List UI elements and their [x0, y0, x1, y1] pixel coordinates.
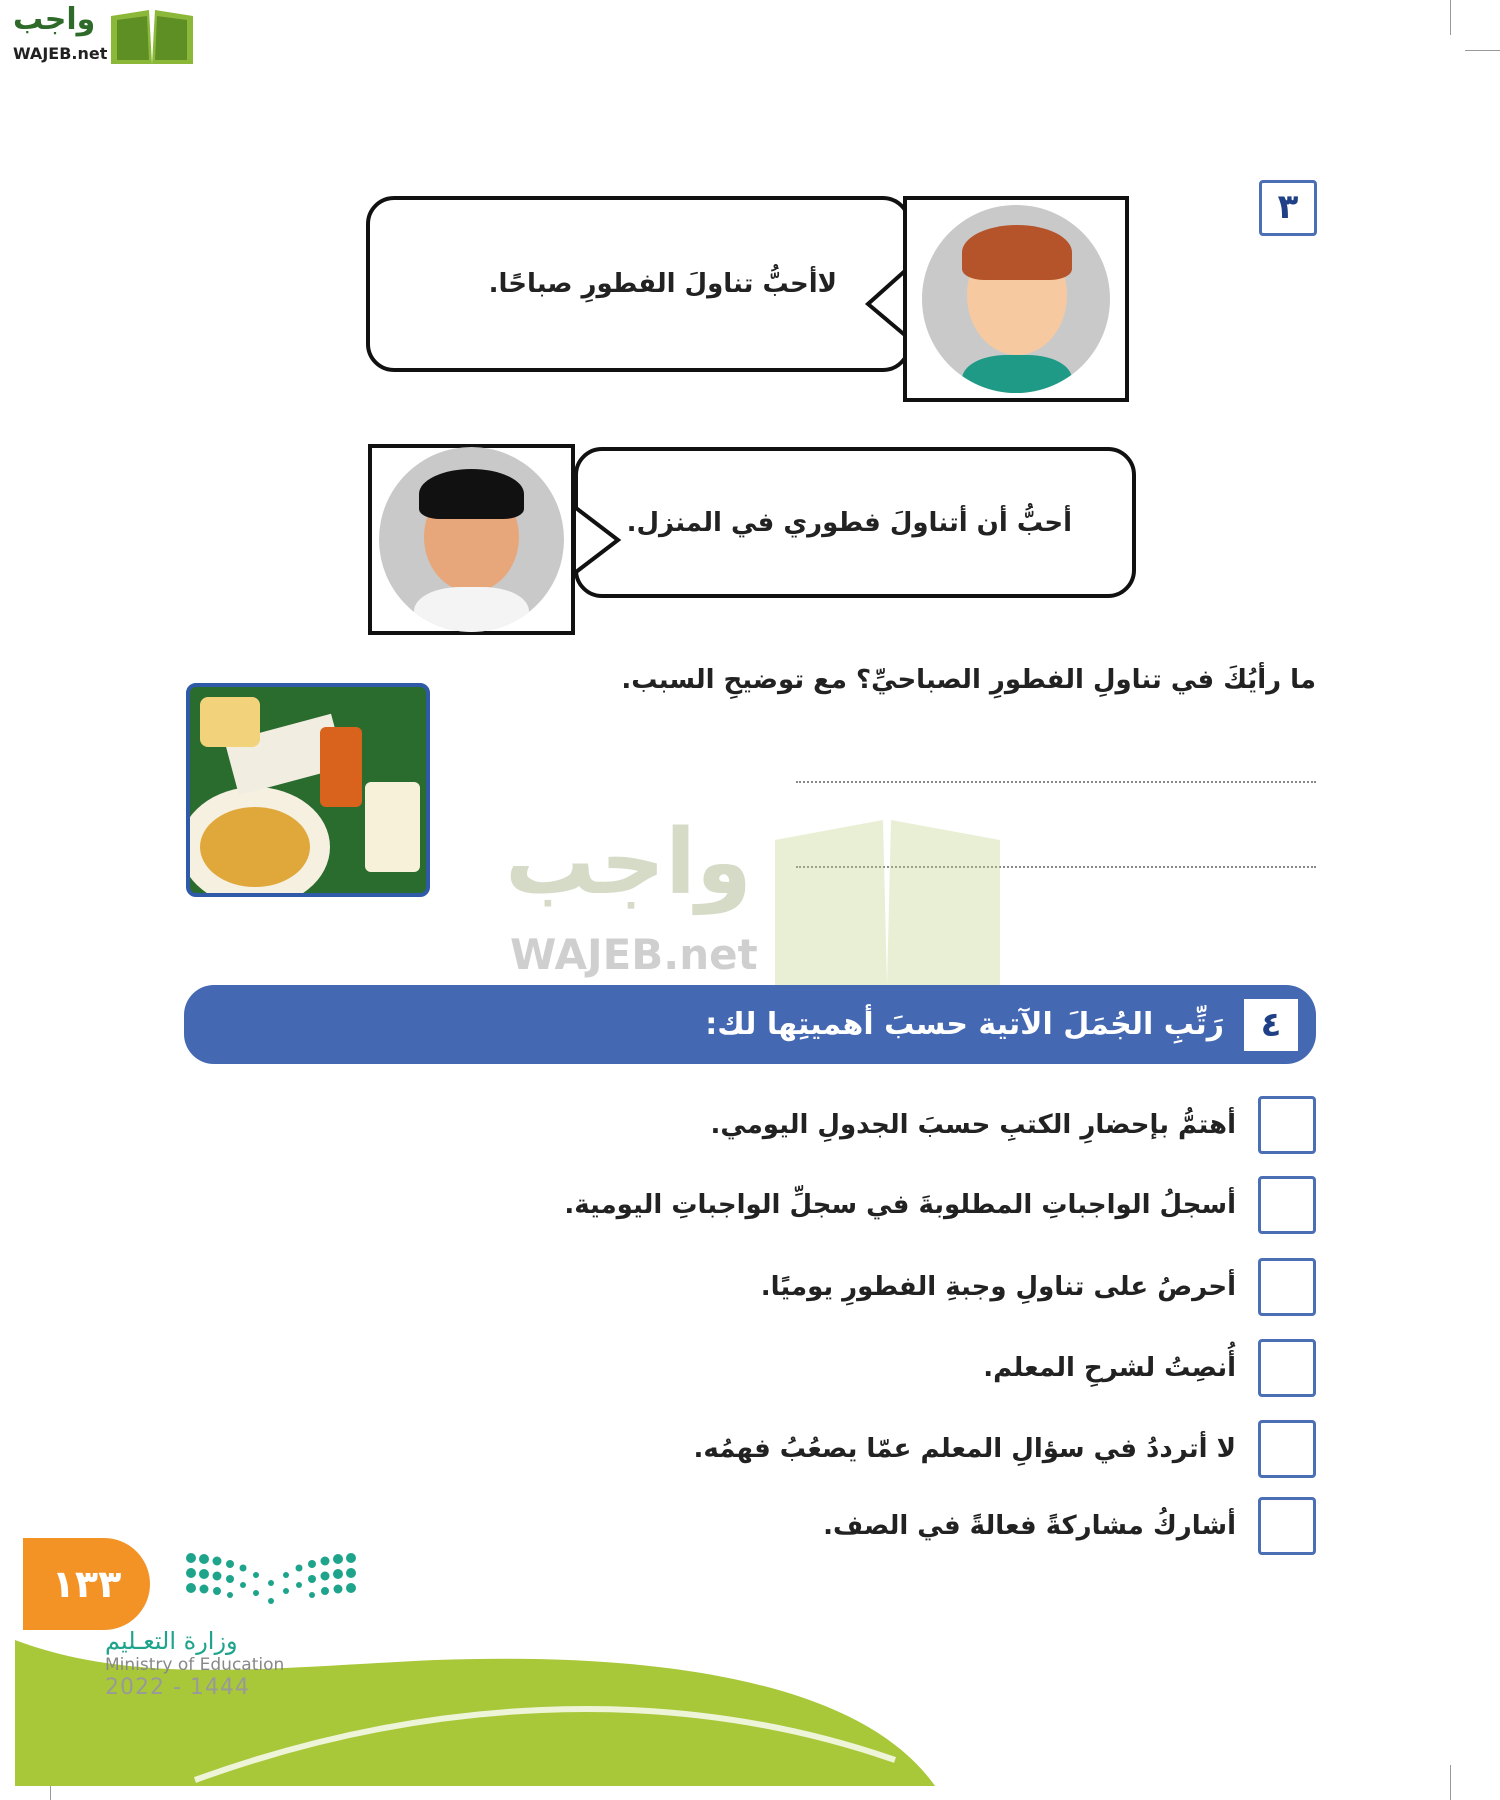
- rank-item: [823, 1497, 1316, 1555]
- rank-item: [983, 1339, 1316, 1397]
- answer-line-1[interactable]: [796, 781, 1316, 783]
- book-icon: [109, 8, 195, 66]
- rank-item-text: لا أترددُ في سؤالِ المعلم عمّا يصعُبُ فهمُه.: [693, 1434, 1236, 1464]
- bubble-tail: [572, 506, 624, 576]
- book-icon: [775, 820, 1000, 985]
- rank-checkbox[interactable]: [1258, 1096, 1316, 1154]
- rank-item-text: أهتمُّ بإحضارِ الكتبِ حسبَ الجدولِ اليومي.: [710, 1110, 1236, 1140]
- question-text: ما رأيُكَ في تناولِ الفطورِ الصباحيِّ؟ مع توضيحِ السبب.: [621, 665, 1316, 695]
- logo-arabic: واجب: [13, 2, 96, 37]
- rank-item-text: أسجلُ الواجباتِ المطلوبةَ في سجلِّ الواجباتِ اليومية.: [564, 1190, 1236, 1220]
- exercise-number-3: ٣: [1259, 180, 1317, 236]
- wajeb-logo[interactable]: [9, 2, 189, 66]
- speech-bubble-2: [574, 447, 1136, 598]
- rank-item-text: أشاركُ مشاركةً فعالةً في الصف.: [823, 1511, 1236, 1541]
- exercise-number-4: ٤: [1244, 999, 1298, 1051]
- speech-bubble-1: [366, 196, 911, 372]
- boy-avatar: [379, 447, 564, 632]
- boy-avatar: [922, 205, 1110, 393]
- watermark-arabic: واجب: [505, 810, 752, 915]
- rank-checkbox[interactable]: [1258, 1176, 1316, 1234]
- rank-checkbox[interactable]: [1258, 1258, 1316, 1316]
- wajeb-watermark: [505, 810, 1005, 985]
- boy-2-picture: [368, 444, 575, 635]
- page-number: ١٣٣: [23, 1538, 150, 1630]
- rank-item: [711, 1096, 1316, 1154]
- rank-item: [564, 1176, 1316, 1234]
- rank-item-text: أحرصُ على تناولِ وجبةِ الفطورِ يوميًا.: [760, 1272, 1236, 1302]
- logo-latin: WAJEB.net: [13, 44, 108, 63]
- crop-mark: [1465, 50, 1500, 51]
- speech-text-2: أحبُّ أن أتناولَ فطوري في المنزل.: [626, 507, 1072, 538]
- watermark-latin: WAJEB.net: [510, 930, 758, 979]
- rank-checkbox[interactable]: [1258, 1420, 1316, 1478]
- ministry-logo-dots: [186, 1553, 356, 1611]
- exercise-4-banner: [184, 985, 1316, 1064]
- rank-item: [693, 1420, 1316, 1478]
- rank-item-text: أُنصِتُ لشرحِ المعلم.: [983, 1353, 1236, 1383]
- boy-1-picture: [903, 196, 1129, 402]
- rank-checkbox[interactable]: [1258, 1339, 1316, 1397]
- rank-checkbox[interactable]: [1258, 1497, 1316, 1555]
- crop-mark: [1450, 0, 1451, 35]
- ministry-english: Ministry of Education: [105, 1655, 285, 1675]
- speech-text-1: لاأحبُّ تناولَ الفطورِ صباحًا.: [488, 269, 837, 299]
- breakfast-photo: [186, 683, 430, 897]
- ministry-of-education: [105, 1627, 284, 1700]
- ministry-arabic: وزارة التعـليم: [105, 1627, 238, 1655]
- rank-item: [761, 1258, 1316, 1316]
- edition-year: 2022 - 1444: [105, 1675, 250, 1700]
- exercise-4-title: رَتِّبِ الجُمَلَ الآتية حسبَ أهميتِها لك:: [705, 1007, 1224, 1042]
